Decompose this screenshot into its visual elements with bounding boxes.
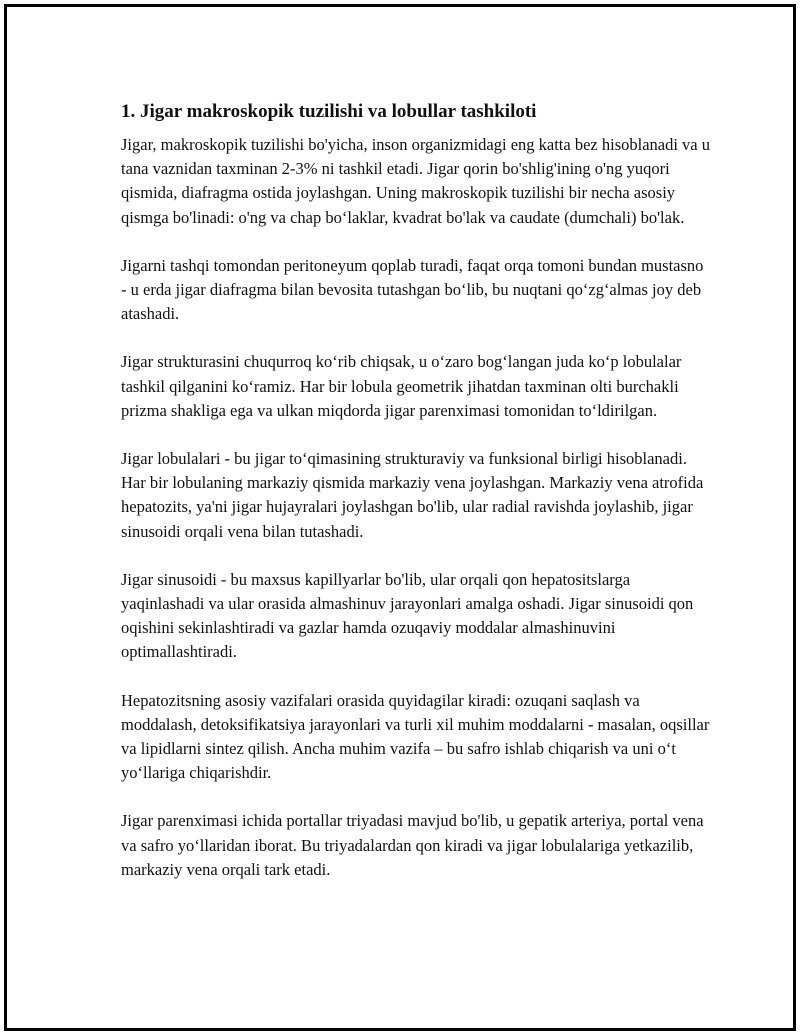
document-page [4,4,796,1031]
paragraph-3: Jigar strukturasini chuqurroq ko‘rib chiqsak, u o‘zaro bog‘langan juda ko‘p lobulalar tashkil qilganini ko‘ramiz. Har bir lobula geometrik jihatdan taxminan olti burchakli prizma shakliga ega va ulkan miqdorda jigar parenximasi tomonidan to‘ldirilgan. [121,352,682,420]
document-body [121,99,711,882]
paragraph-4: Jigar lobulalari - bu jigar to‘qimasining strukturaviy va funksional birligi hisoblanadi. Har bir lobulaning markaziy qismida markaziy vena joylashgan. Markaziy vena atrofida hepatozits, ya'ni jigar hujayralari joylashgan bo'lib, ular radial ravishda joylashib, jigar sinusoidi orqali vena bilan tutashadi. [121,449,704,541]
paragraph-7: Jigar parenximasi ichida portallar triyadasi mavjud bo'lib, u gepatik arteriya, portal vena va safro yo‘llaridan iborat. Bu triyadalardan qon kiradi va jigar lobulalariga yetkazilib, markaziy vena orqali tark etadi. [121,811,704,879]
paragraph-2: Jigarni tashqi tomondan peritoneyum qoplab turadi, faqat orqa tomoni bundan mustasno - u erda jigar diafragma bilan bevosita tutashgan bo‘lib, bu nuqtani qo‘zg‘almas joy deb atashadi. [121,255,704,324]
paragraph-6: Hepatozitsning asosiy vazifalari orasida quyidagilar kiradi: ozuqani saqlash va moddalash, detoksifikatsiya jarayonlari va turli xil muhim moddalarni - masalan, oqsillar va lipidlarni sintez qilish. Ancha muhim vazifa – bu safro ishlab chiqarish va uni o‘t yo‘llariga chiqarishdir. [121,690,710,783]
paragraph-5: Jigar sinusoidi - bu maxsus kapillyarlar bo'lib, ular orqali qon hepatositslarga yaqinlashadi va ular orasida almashinuv jarayonlari amalga oshadi. Jigar sinusoidi qon oqishini sekinlashtiradi va gazlar hamda ozuqaviy moddalar almashinuvini optimallashtiradi. [121,569,694,662]
paragraph-1: Jigar, makroskopik tuzilishi bo'yicha, inson organizmidagi eng katta bez hisoblanadi va u tana vaznidan taxminan 2-3% ni tashkil etadi. Jigar qorin bo'shlig'ining o'ng yuqori qismida, diafragma ostida joylashgan. Uning makroskopik tuzilishi bir necha asosiy qismga bo'linadi: o'ng va chap bo‘laklar, kvadrat bo'lak va caudate (dumchali) bo'lak. [121,135,711,227]
section-title: 1. Jigar makroskopik tuzilishi va lobullar tashkiloti [121,101,537,122]
